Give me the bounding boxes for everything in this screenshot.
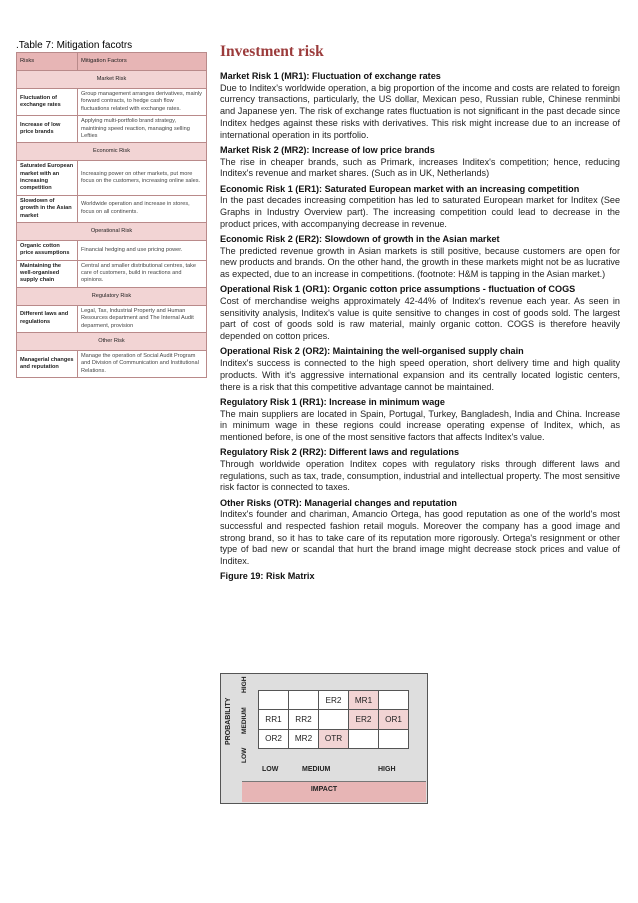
risk-name-cell: Fluctuation of exchange rates	[17, 89, 78, 116]
mitigation-factor-cell: Increasing power on other markets, put more focus on the customers, increasing online sales.	[78, 161, 207, 196]
risk-name-cell: Maintaining the well-organised supply chain	[17, 260, 78, 287]
risk-heading: Regulatory Risk 1 (RR1): Increase in minimum wage	[220, 396, 445, 407]
matrix-cell: MR2	[289, 730, 319, 749]
risk-text: Cost of merchandise weighs approximately 42-44% of Inditex's revenue each year. As seen in sensitivity analysis, Inditex's value is quite sensitive to changes in cost of goods sold. The largest part of cost of goods sold is raw material, mainly organic cotton. COGS is therefore heavily depended on cotton prices.	[220, 296, 620, 342]
matrix-cell	[259, 691, 289, 710]
mitigation-factor-cell: Applying multi-portfolio brand strategy, maintining speed reaction, managing selling Lefties	[78, 116, 207, 143]
category-label: Regulatory Risk	[17, 287, 207, 305]
matrix-cell	[379, 691, 409, 710]
impact-axis-label: IMPACT	[310, 786, 338, 793]
matrix-cell: RR2	[289, 710, 319, 729]
investment-risk-title: Investment risk	[220, 43, 324, 60]
matrix-cell	[349, 730, 379, 749]
risk-block	[220, 71, 620, 141]
matrix-cell: MR1	[349, 691, 379, 710]
matrix-grid	[258, 690, 409, 749]
mitigation-factor-cell: Group management arranges derivatives, mainly forward contracts, to hedge cash flow fluctuations related with exchange rates.	[78, 89, 207, 116]
header-risks: Risks	[17, 53, 78, 71]
risk-block	[220, 234, 620, 281]
category-row	[17, 287, 207, 305]
table-row	[17, 240, 207, 260]
mitigation-factor-cell: Central and smaller distributional centres, take care of customers, build in reactions and opinions.	[78, 260, 207, 287]
risk-block	[220, 184, 620, 231]
risk-block	[220, 397, 620, 444]
matrix-cell: RR1	[259, 710, 289, 729]
mitigation-factor-cell: Manage the operation of Social Audit Program and Division of Communication and Institutional Relations.	[78, 350, 207, 377]
risk-heading: Economic Risk 1 (ER1): Saturated European market with an increasing competition	[220, 183, 580, 194]
matrix-cell: ER2	[349, 710, 379, 729]
table-row	[17, 350, 207, 377]
category-label: Market Risk	[17, 71, 207, 89]
matrix-cell	[379, 730, 409, 749]
matrix-cell: OR2	[259, 730, 289, 749]
risk-heading: Other Risks (OTR): Managerial changes and reputation	[220, 497, 457, 508]
table-row	[17, 305, 207, 332]
mitigation-table	[16, 52, 207, 378]
risk-text: The main suppliers are located in Spain, Portugal, Turkey, Bangladesh, India and China. Increase in minimum wage in these regions could increase operating expense of Inditex, which, as mentioned before, is one of the most sensitive factors that affects Inditex's value.	[220, 408, 620, 442]
category-row	[17, 332, 207, 350]
risk-heading: Operational Risk 2 (OR2): Maintaining the well-organised supply chain	[220, 346, 524, 357]
category-row	[17, 222, 207, 240]
risk-name-cell: Saturated European market with an increasing competition	[17, 161, 78, 196]
risk-heading: Market Risk 2 (MR2): Increase of low price brands	[220, 144, 435, 155]
risk-name-cell: Organic cotton price assumptions	[17, 240, 78, 260]
risk-block	[220, 346, 620, 393]
mitigation-factor-cell: Worldwide operation and increase in stores, focus on all continents.	[78, 195, 207, 222]
risk-text: The rise in cheaper brands, such as Primark, increases Inditex's competition; hence, reducing Inditex's revenue and market shares. (Such as in UK, Netherlands)	[220, 156, 620, 179]
probability-axis-label: PROBABILITY	[225, 697, 232, 745]
table-caption: .Table 7: Mitigation facotrs	[16, 40, 133, 51]
risk-text: Due to Inditex's worldwide operation, a big proportion of the income and costs are related to foreign currency transactions, particularly, the US dollar, Mexican peso, Russian ruble, Chinese renminbi and Japanese yen. The risk of exchange rates fluctuation is not significant in the past decade since Inditex hedges against these risks with derivatives. This risk might increase due to an increase of international operation in its portfolio.	[220, 82, 620, 140]
category-row	[17, 143, 207, 161]
category-label: Economic Risk	[17, 143, 207, 161]
matrix-cell: OTR	[319, 730, 349, 749]
matrix-cell: ER2	[319, 691, 349, 710]
figure-caption: Figure 19: Risk Matrix	[220, 571, 315, 582]
risk-text: In the past decades increasing competition has led to saturated European market for Inditex (See Graphs in Industry Overview part). The increasing competition could lead to decrease in the product prices, with accompanying decrease in revenue.	[220, 195, 620, 229]
risk-heading: Operational Risk 1 (OR1): Organic cotton price assumptions - fluctuation of COGS	[220, 284, 576, 295]
risk-heading: Economic Risk 2 (ER2): Slowdown of growth in the Asian market	[220, 233, 500, 244]
risk-description-list	[220, 71, 620, 583]
matrix-cell: OR1	[379, 710, 409, 729]
impact-level-medium: MEDIUM	[302, 766, 331, 773]
risk-block	[220, 498, 620, 568]
risk-block	[220, 284, 620, 343]
impact-level-low: LOW	[262, 766, 279, 773]
risk-name-cell: Slowdown of growth in the Asian market	[17, 195, 78, 222]
risk-text: Inditex's founder and chariman, Amancio Ortega, has good reputation as one of the world's most successful and respected fashion retail moguls. Moreover the company has a good image and strong brand, so it has to take care of its reputation more rigorously. Ortega's resignment or other type of bad new or scandal that hurt the brand image might decrease stock prices and value of Inditex.	[220, 509, 620, 567]
mitigation-factor-cell: Financial hedging and use pricing power.	[78, 240, 207, 260]
table-row	[17, 161, 207, 196]
probability-level-high: HIGH	[241, 677, 248, 694]
matrix-cell	[319, 710, 349, 729]
risk-text: Through worldwide operation Inditex copes with regulatory risks through different laws and regulations, such as tax, trade, consumption, industrial and intellectual property. The most sensitive risk factor is connected to taxes.	[220, 458, 620, 493]
table-row	[17, 89, 207, 116]
risk-name-cell: Different laws and regulations	[17, 305, 78, 332]
risk-block	[220, 145, 620, 180]
table-header-row	[17, 53, 207, 71]
table-row	[17, 195, 207, 222]
table-row	[17, 116, 207, 143]
probability-level-low: LOW	[241, 747, 248, 763]
risk-block	[220, 447, 620, 494]
risk-name-cell: Managerial changes and reputation	[17, 350, 78, 377]
risk-text: Inditex's success is connected to the high speed operation, short delivery time and high quality products. With it's aggressive international expansion and its centrally located logistic centers, there is a risk that this competitive advantage cannot be maintained.	[220, 358, 620, 392]
probability-level-medium: MEDIUM	[241, 707, 248, 734]
category-label: Other Risk	[17, 332, 207, 350]
header-mitigation-factors: Mitigation Factors	[78, 53, 207, 71]
risk-heading: Market Risk 1 (MR1): Fluctuation of exchange rates	[220, 71, 441, 81]
category-label: Operational Risk	[17, 222, 207, 240]
risk-name-cell: Increase of low price brands	[17, 116, 78, 143]
risk-heading: Regulatory Risk 2 (RR2): Different laws and regulations	[220, 447, 460, 458]
impact-level-high: HIGH	[378, 766, 396, 773]
risk-matrix	[220, 673, 428, 804]
risk-text: The predicted revenue growth in Asian markets is still positive, because customers are open for new products and brands. On the other hand, the growth in these markets might not be as lucrative as expected, due to an increase in competitions. (footnote: H&M is tapping in the Asian market.)	[220, 245, 620, 280]
mitigation-factor-cell: Legal, Tax, Industrial Property and Human Resources department and The Internal Audit deparment, provision	[78, 305, 207, 332]
matrix-cell	[289, 691, 319, 710]
category-row	[17, 71, 207, 89]
table-row	[17, 260, 207, 287]
probability-levels	[241, 677, 255, 763]
